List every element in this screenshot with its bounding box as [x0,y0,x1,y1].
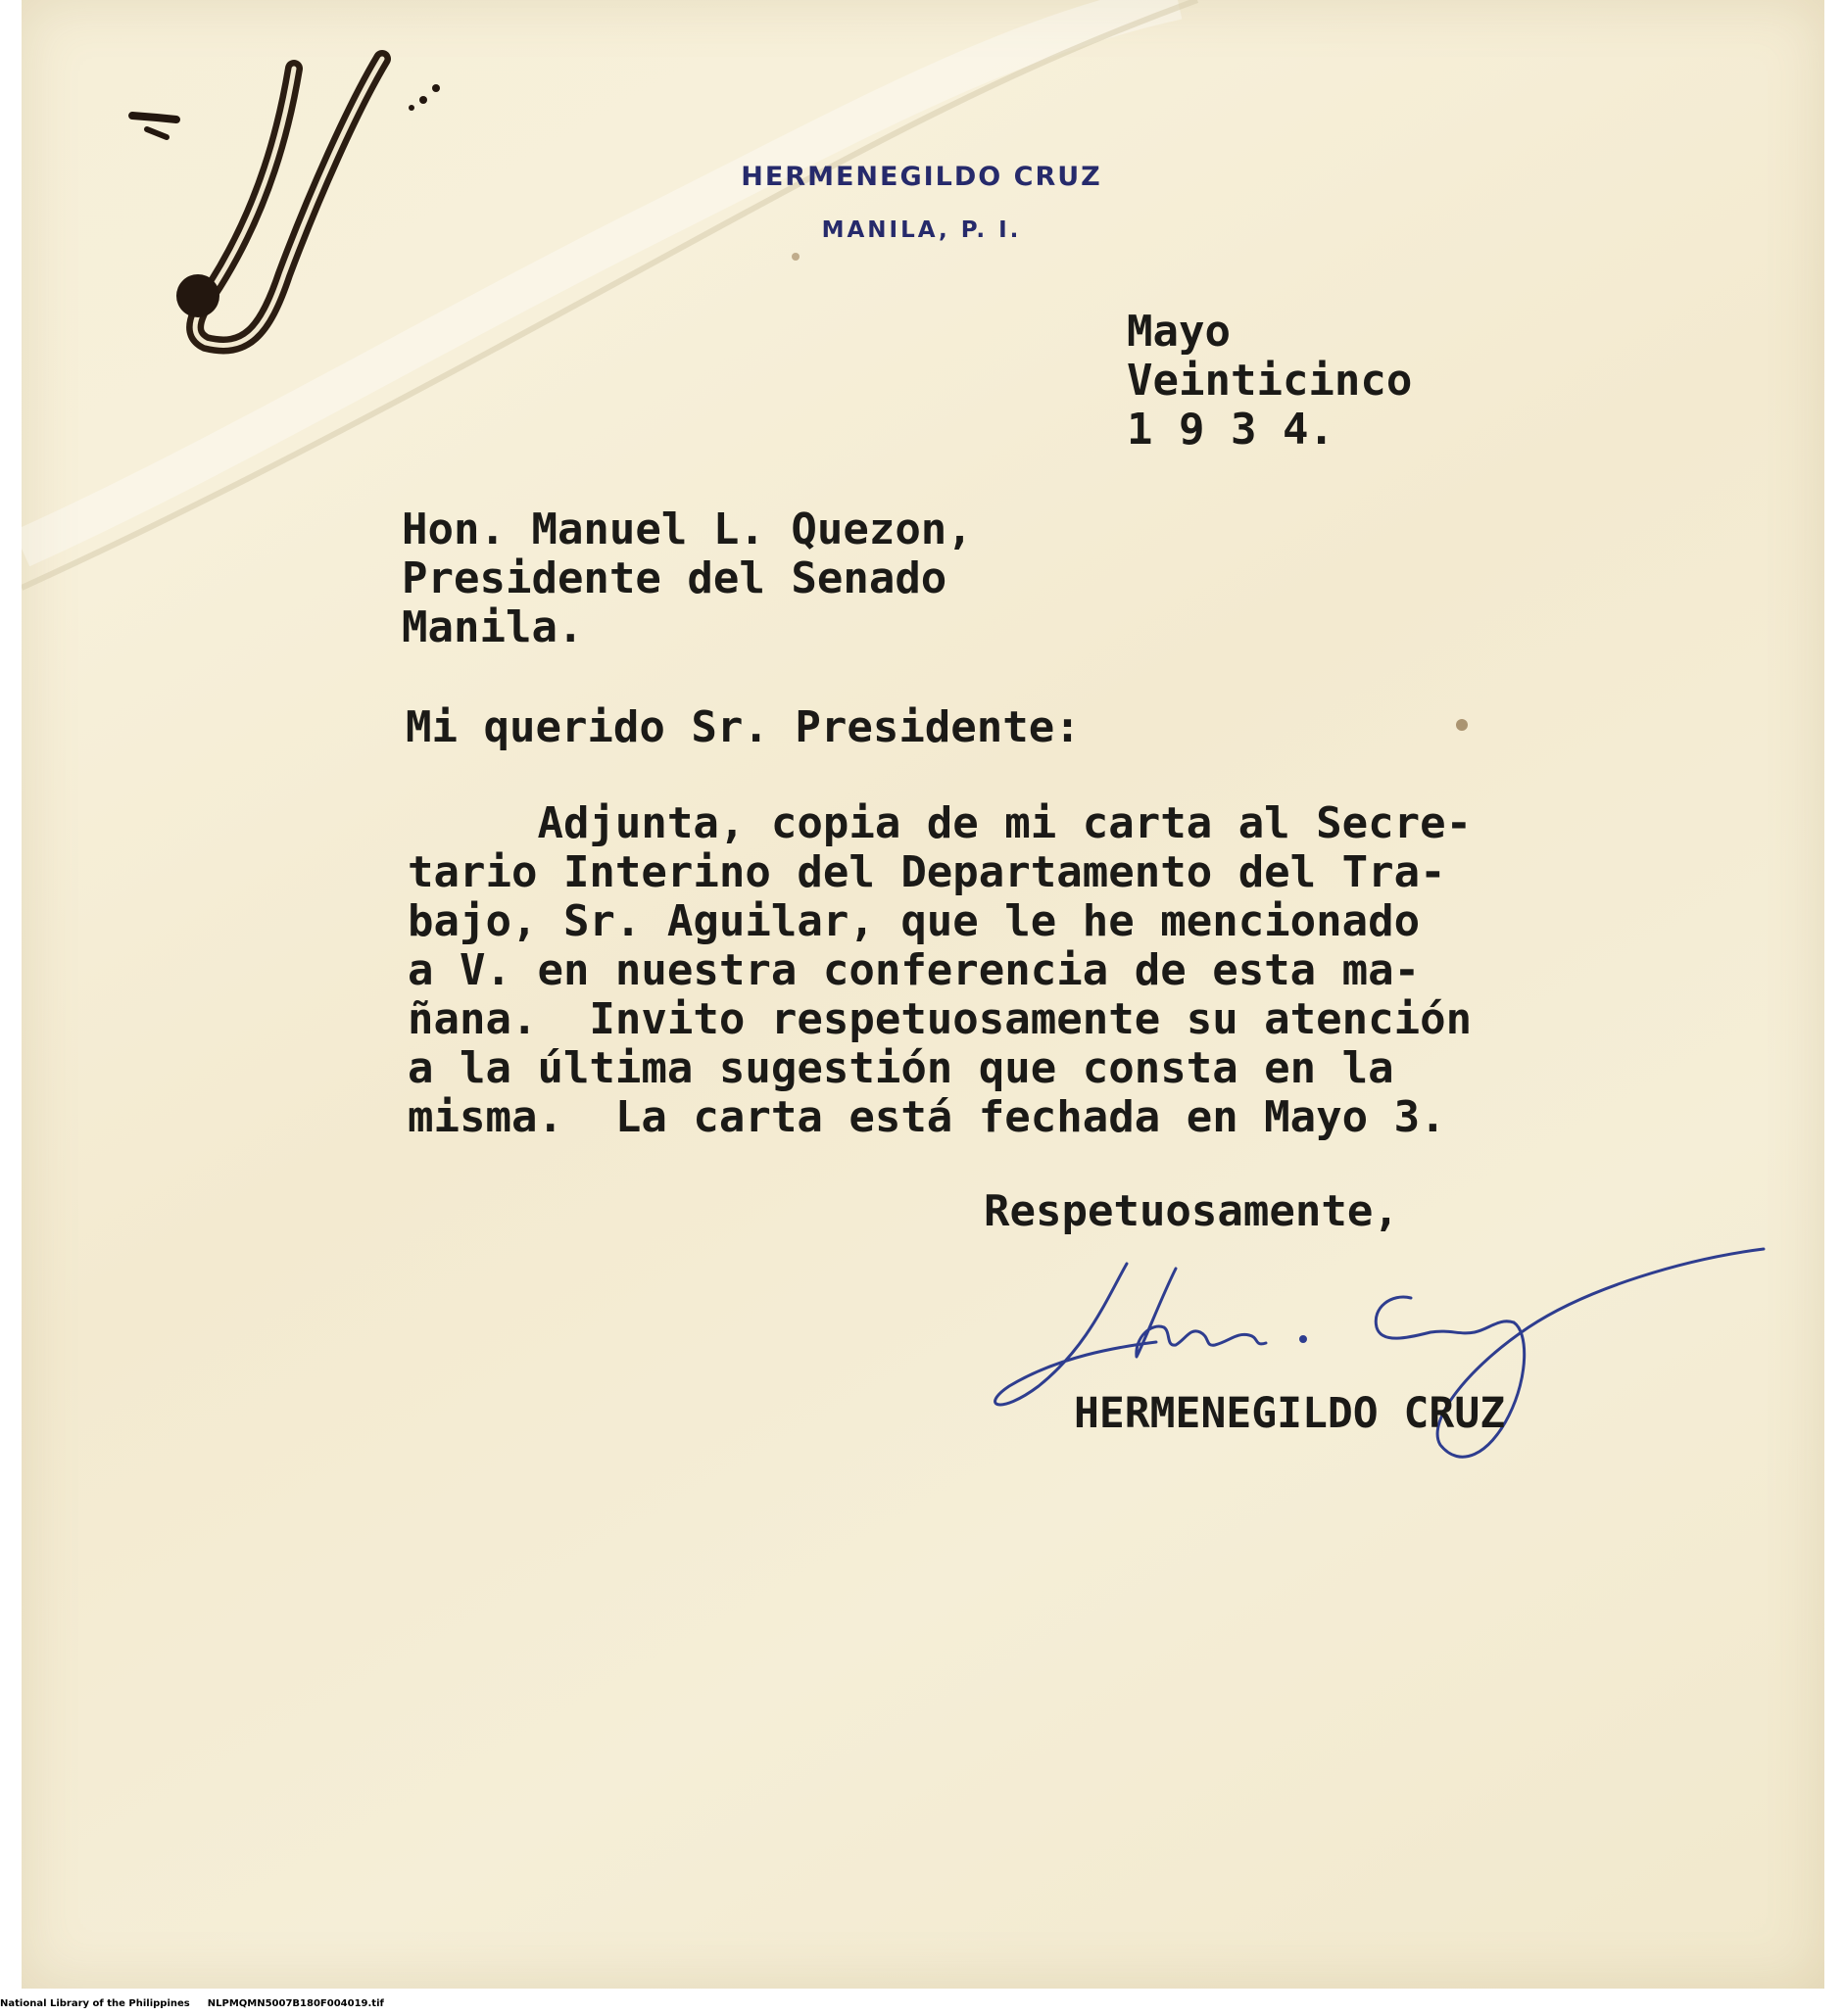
addressee-line: Presidente del Senado [402,553,947,603]
body-line: Adjunta, copia de mi carta al Secre- [408,798,1473,848]
letterhead-name: HERMENEGILDO CRUZ [741,162,1102,192]
handwritten-signature [980,1239,1783,1474]
date-year: 1 9 3 4. [1127,405,1334,455]
body-paragraph [408,799,1472,1142]
letter-date [1127,308,1412,455]
body-line: tario Interino del Departamento del Tra- [408,847,1446,897]
body-line: a la última sugestión que consta en la [408,1043,1394,1093]
addressee-block [402,505,973,652]
letterhead-city: MANILA, P. I. [821,217,1022,243]
body-line: ñana. Invito respetuosamente su atención [408,994,1473,1044]
footer-filename: NLPMQMN5007B180F004019.tif [207,1998,384,2009]
date-day: Veinticinco [1127,356,1413,406]
body-line: bajo, Sr. Aguilar, que le he mencionado [408,896,1421,946]
addressee-line: Hon. Manuel L. Quezon, [402,504,973,554]
scan-footer [0,1998,402,2009]
addressee-line: Manila. [402,602,584,652]
closing: Respetuosamente, [984,1186,1399,1236]
signature-name: HERMENEGILDO CRUZ [1074,1389,1506,1438]
body-line: misma. La carta está fechada en Mayo 3. [408,1092,1446,1142]
footer-library: National Library of the Philippines [0,1998,190,2009]
salutation: Mi querido Sr. Presidente: [406,702,1081,752]
date-month: Mayo [1127,307,1231,357]
ink-stain-mark [118,39,451,362]
body-line: a V. en nuestra conferencia de esta ma- [408,945,1421,995]
